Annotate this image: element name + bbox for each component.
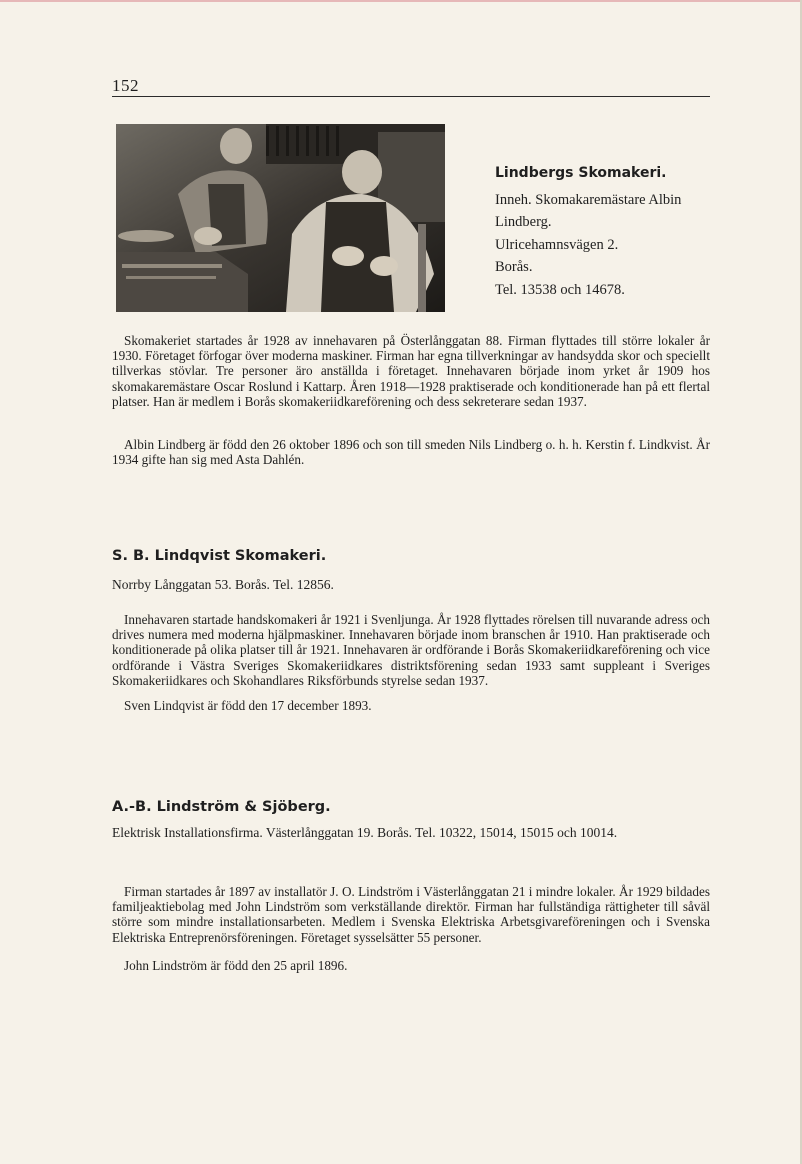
entry-lindbergs-header [495, 162, 725, 301]
entry-lindstrom-paragraph-1: Firman startades år 1897 av installatör J. O. Lindström i Västerlånggatan 21 i mindre lokaler. År 1929 bildades familjeaktiebolag med John Lindström som verkställande direktör. Firman har fullständiga rättigheter till såväl större som mindre installationsarbeten. Medlem i Svenska Elektriska Arbetsgivareföreningen och i Svenska Elektriska Entreprenörsföreningen. Företaget sysselsätter 55 personer. [112, 884, 710, 945]
page-number: 152 [112, 76, 139, 95]
firm-name: Lindbergs Skomakeri. [495, 165, 667, 181]
phone: Tel. 13538 och 14678. [495, 281, 625, 298]
street-address: Ulricehamnsvägen 2. [495, 236, 619, 253]
shoemakers-photo-illustration [116, 124, 445, 312]
entry-lindqvist-title: S. B. Lindqvist Skomakeri. [112, 548, 327, 564]
owner-line-2: Lindberg. [495, 214, 552, 230]
header-rule [112, 96, 710, 97]
entry-lindqvist-paragraph-2: Sven Lindqvist är född den 17 december 1893. [124, 698, 372, 713]
owner-line: Inneh. Skomakaremästare Albin [495, 191, 682, 208]
entry-lindstrom-title: A.-B. Lindström & Sjöberg. [112, 799, 331, 815]
entry-lindbergs-paragraph-1: Skomakeriet startades år 1928 av innehavaren på Österlånggatan 88. Firman flyttades till större lokaler år 1930. Företaget förfogar över moderna maskiner. Firman har egna tillverkningar av handsydda skor och speciellt tillverkas stövlar. Tre personer äro anställda i företaget. Innehavaren började inom yrket år 1909 hos skomakaremästare Oscar Roslund i Kattarp. Åren 1918—1928 praktiserade och konditionerade han på ett flertal platser. Han är medlem i Borås skomakeriidkareförening och dess sekreterare sedan 1937. [112, 333, 710, 409]
entry-lindqvist-paragraph-1: Innehavaren startade handskomakeri år 1921 i Svenljunga. År 1928 flyttades rörelsen till nuvarande adress och drives numera med moderna hjälpmaskiner. Innehavaren började inom branschen år 1910. Han praktiserade och konditionerade på olika platser till år 1921. Innehavaren är ordförande i Borås Skomakeriidkareförening och vice ordförande i Västra Sveriges Skomakeriidkares distriktsförening sedan 1933 samt suppleant i Sveriges Skomakeriidkares och Skohandlares Riksförbunds styrelse sedan 1937. [112, 612, 710, 688]
entry-lindqvist-address: Norrby Långgatan 53. Borås. Tel. 12856. [112, 577, 334, 592]
page-edge [0, 0, 802, 2]
city: Borås. [495, 259, 533, 275]
workshop-photo [116, 124, 445, 312]
entry-lindstrom-paragraph-2: John Lindström är född den 25 april 1896. [124, 958, 348, 973]
entry-lindstrom-address: Elektrisk Installationsfirma. Västerlånggatan 19. Borås. Tel. 10322, 15014, 15015 och 10014. [112, 825, 618, 840]
entry-lindbergs-paragraph-2: Albin Lindberg är född den 26 oktober 1896 och son till smeden Nils Lindberg o. h. h. Kerstin f. Lindkvist. År 1934 gifte han sig med Asta Dahlén. [112, 437, 710, 468]
